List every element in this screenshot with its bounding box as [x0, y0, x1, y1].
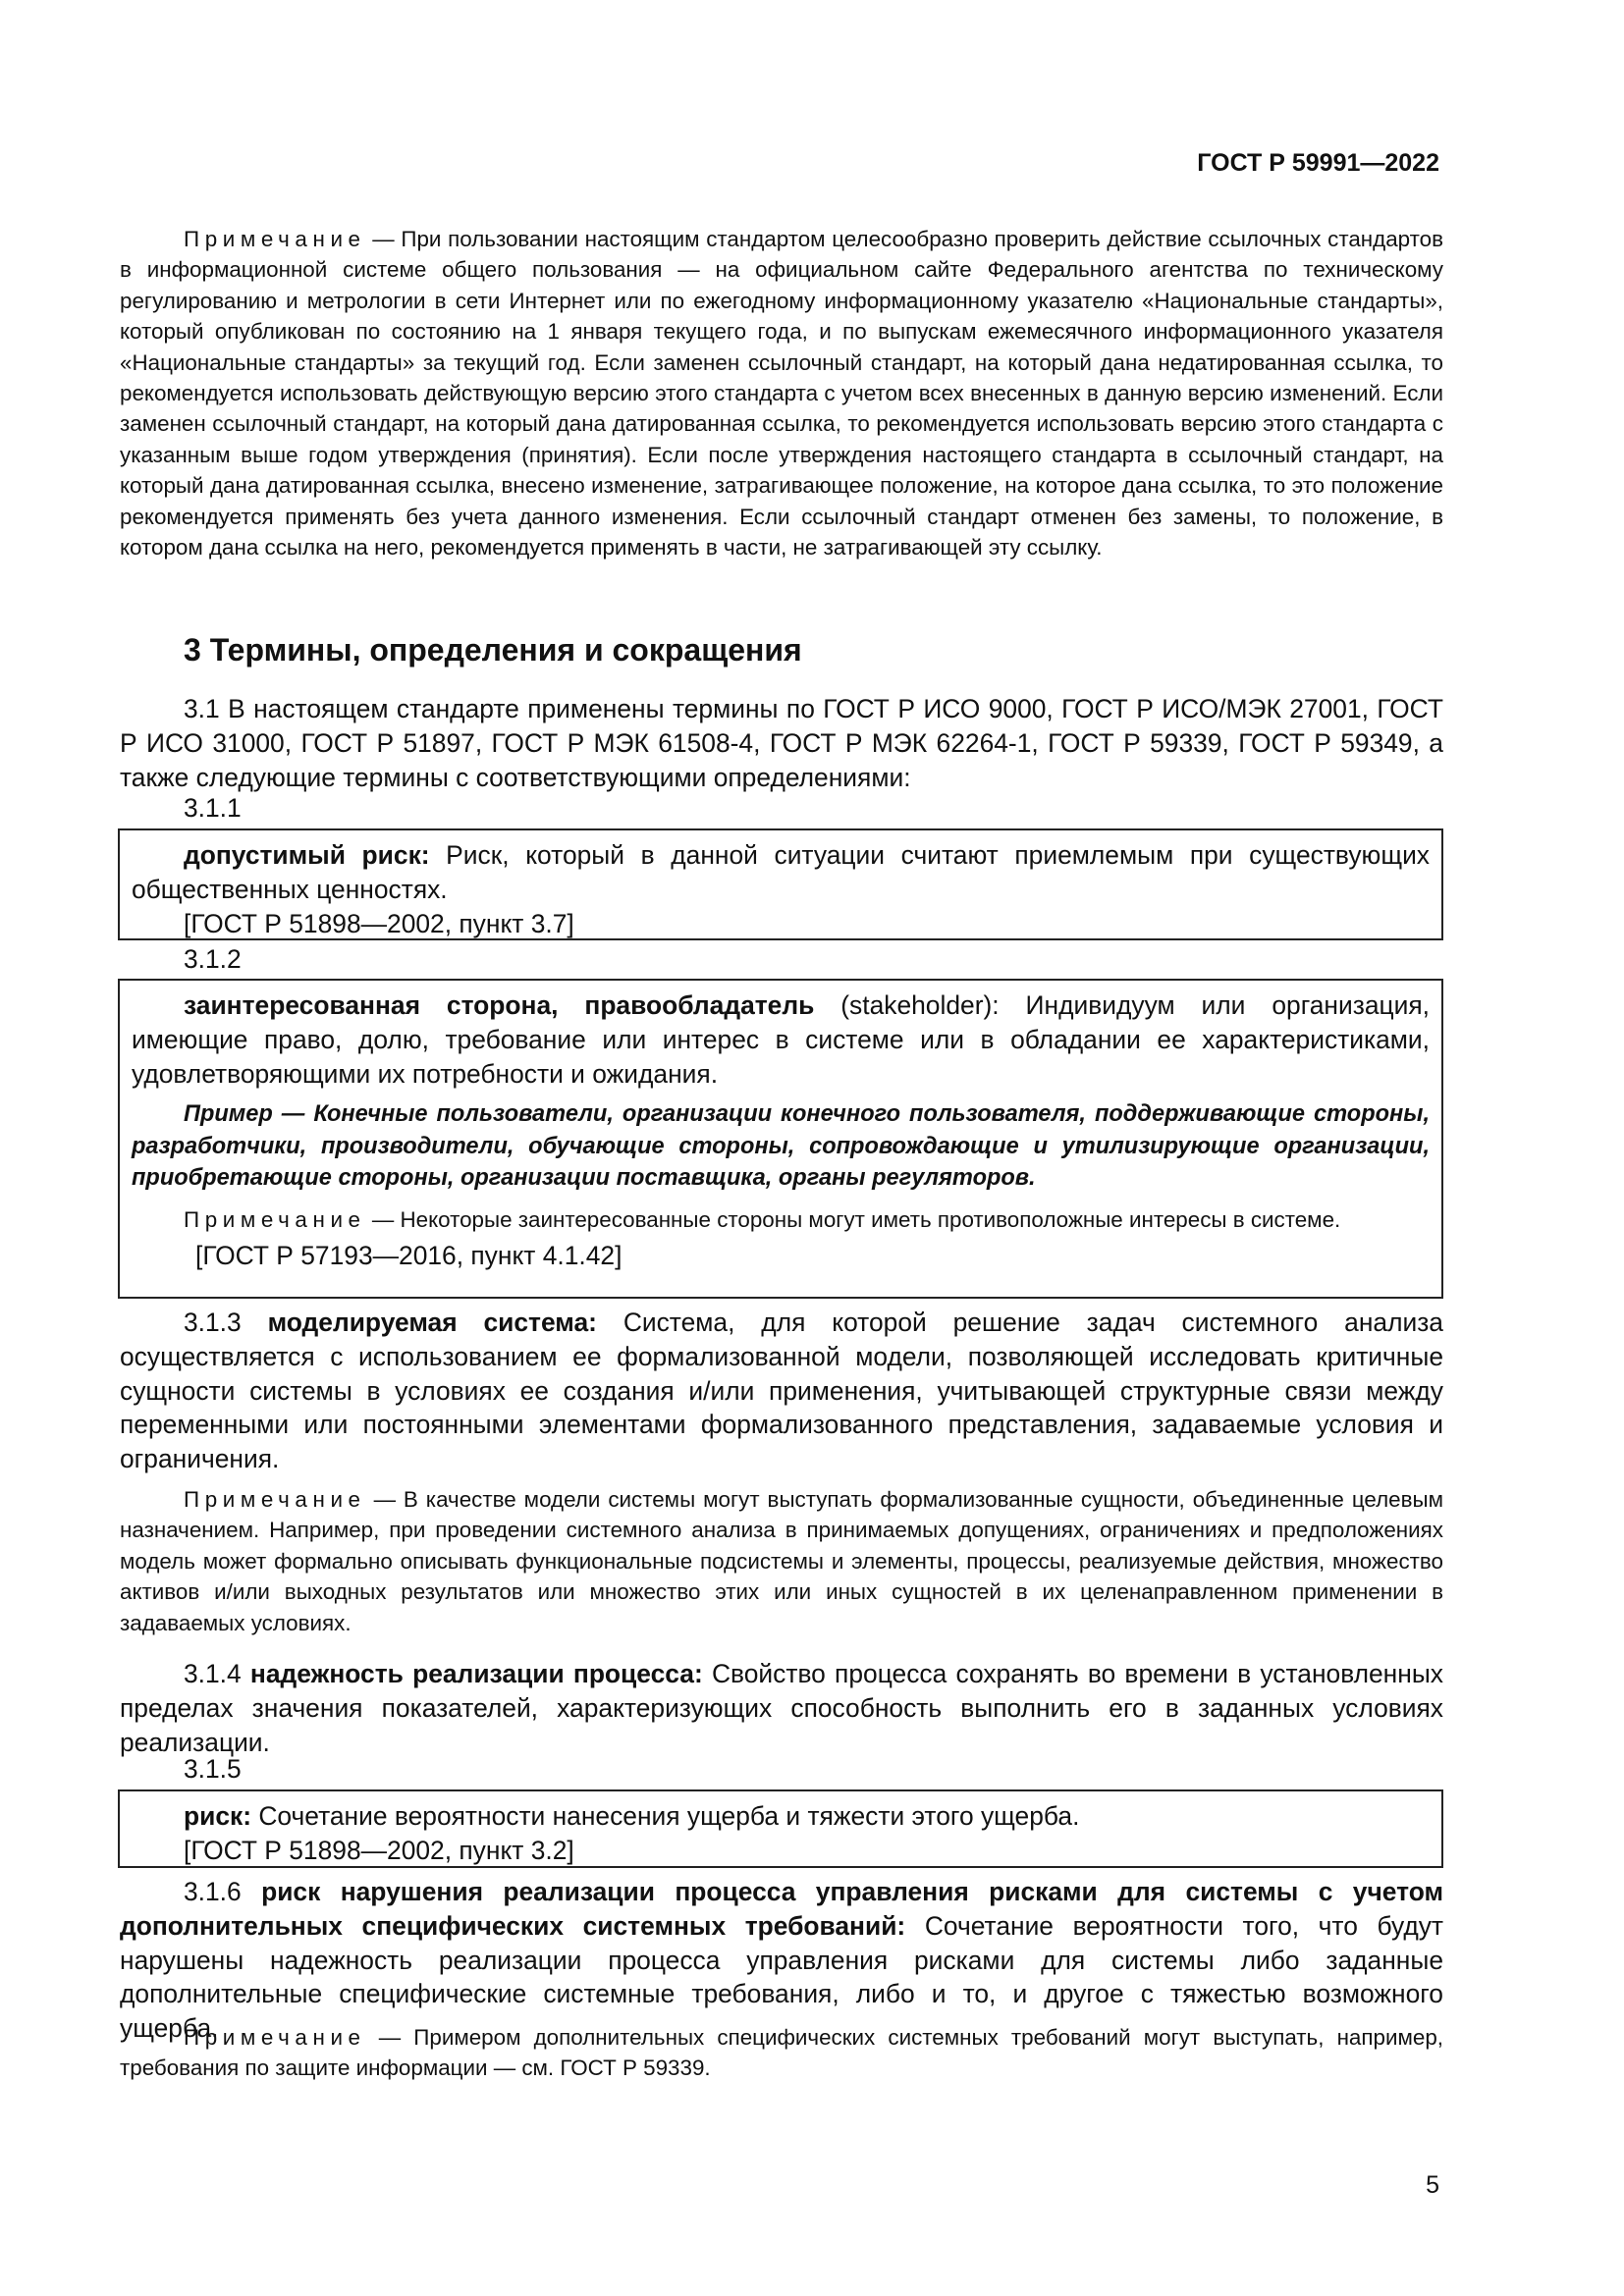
term-example: Пример — Конечные пользователи, организации конечного пользователя, поддерживающие стороны, разработчики, производители, обучающие стороны, сопровождающие и утилизирующие организации, приобретающие стороны, организации поставщика, органы регуляторов. [132, 1101, 1430, 1192]
term-source: [ГОСТ Р 51898—2002, пункт 3.2] [184, 1835, 574, 1865]
term-text: Сочетание вероятности того, что будут нарушены надежность реализации процесса управления рисками для системы либо заданные дополнительные специфические системные требования, либо и то, и другое с тяжестью возможного ущерба. [120, 1910, 1443, 2044]
term-text: Сочетание вероятности нанесения ущерба и тяжести этого ущерба. [251, 1801, 1080, 1831]
term-note-3-1-3 [120, 1484, 1443, 1638]
term-text: (stakeholder): Индивидуум или организация, имеющие право, долю, требование или интерес в системе или в обладании ее характеристиками, удовлетворяющими их потребности и ожидания. [132, 990, 1430, 1089]
term-number: 3.1.4 [184, 1659, 250, 1688]
term-definition [132, 1799, 1430, 1834]
term-name: заинтересованная сторона, правообладатель [184, 990, 815, 1020]
term-box-3-1-5 [118, 1789, 1443, 1868]
term-number-3-1-1: 3.1.1 [184, 793, 242, 823]
term-3-1-3 [120, 1306, 1443, 1476]
term-box-3-1-1 [118, 828, 1443, 940]
term-source: [ГОСТ Р 51898—2002, пункт 3.7] [184, 908, 574, 938]
term-definition [132, 838, 1430, 907]
note-text: — В качестве модели системы могут выступать формализованные сущности, объединенные целевым назначением. Например, при проведении системного анализа в принимаемых допущениях, ограничениях и предположениях модель может формально описывать функциональные подсистемы и элементы, процессы, реализуемые действия, множество активов и/или выходных результатов или множество этих или иных сущностей в их целенаправленном применении в задаваемых условиях. [120, 1487, 1443, 1635]
term-source: [ГОСТ Р 57193—2016, пункт 4.1.42] [195, 1241, 623, 1271]
term-box-3-1-2 [118, 979, 1443, 1299]
document-header: ГОСТ Р 59991—2022 [1197, 149, 1439, 177]
term-number: 3.1.3 [184, 1308, 268, 1337]
note-text: — Примером дополнительных специфических системных требований могут выступать, например, требования по защите информации — см. ГОСТ Р 59339. [120, 2025, 1443, 2081]
note-label: Примечание [184, 1487, 366, 1512]
term-name: моделируемая система: [267, 1308, 597, 1337]
term-number-3-1-5: 3.1.5 [184, 1754, 242, 1784]
note-text: — При пользовании настоящим стандартом целесообразно проверить действие ссылочных стандартов в информационной системе общего пользования — на официальном сайте Федерального агентства по техническому регулированию и метрологии в сети Интернет или по ежегодному информационному указателю «Национальные стандарты», который опубликован по состоянию на 1 января текущего года, и по выпускам ежемесячного информационного указателя «Национальные стандарты» за текущий год. Если заменен ссылочный стандарт, на который дана недатированная ссылка, то рекомендуется использовать действующую версию этого стандарта с учетом всех внесенных в данную версию изменений. Если заменен ссылочный стандарт, на который дана датированная ссылка, то рекомендуется использовать версию этого стандарта с указанным выше годом утверждения (принятия). Если после утверждения настоящего стандарта в ссылочный стандарт, на который дана датированная ссылка, внесено изменение, затрагивающее положение, на которое дана ссылка, то это положение рекомендуется применять без учета данного изменения. Если ссылочный стандарт отменен без замены, то положение, в котором дана ссылка на него, рекомендуется применять в части, не затрагивающей эту ссылку. [120, 227, 1443, 561]
note-label: Примечание [184, 1206, 366, 1232]
reference-note [120, 224, 1443, 562]
term-note-3-1-6 [120, 2022, 1443, 2084]
note-text: — Некоторые заинтересованные стороны могут иметь противоположные интересы в системе. [365, 1206, 1341, 1232]
term-name: риск: [184, 1801, 252, 1831]
term-text: Риск, который в данной ситуации считают приемлемым при существующих общественных ценностях. [132, 840, 1431, 904]
term-name: допустимый риск: [184, 840, 430, 870]
term-name: риск нарушения реализации процесса управления рисками для системы с учетом дополнительных специфических системных требований: [120, 1877, 1443, 1941]
term-note [132, 1204, 1430, 1235]
term-number-3-1-2: 3.1.2 [184, 944, 242, 974]
term-3-1-4 [120, 1657, 1443, 1759]
paragraph-3-1: 3.1 В настоящем стандарте применены термины по ГОСТ Р ИСО 9000, ГОСТ Р ИСО/МЭК 27001, ГОСТ Р ИСО 31000, ГОСТ Р 51897, ГОСТ Р МЭК 61508-4, ГОСТ Р МЭК 62264-1, ГОСТ Р 59339, ГОСТ Р 59349, а также следующие термины с соответствующими определениями: [120, 694, 1443, 792]
note-label: Примечание [184, 2025, 366, 2050]
term-text: Система, для которой решение задач системного анализа осуществляется с использованием ее формализованной модели, позволяющей исследовать критичные сущности системы в условиях ее создания и/или применения, учитывающей структурные связи между переменными или постоянными элементами формализованного представления, задаваемые условия и ограничения. [120, 1308, 1443, 1474]
page-number: 5 [1426, 2171, 1439, 2199]
term-name: надежность реализации процесса: [249, 1659, 703, 1688]
term-text: Свойство процесса сохранять во времени в установленных пределах значения показателей, характеризующих способность выполнить его в заданных условиях реализации. [120, 1659, 1443, 1757]
term-3-1-6 [120, 1875, 1443, 2046]
note-label: Примечание [184, 227, 366, 251]
term-definition [132, 988, 1430, 1091]
section-heading: 3 Термины, определения и сокращения [184, 632, 802, 667]
term-number: 3.1.6 [184, 1877, 262, 1906]
